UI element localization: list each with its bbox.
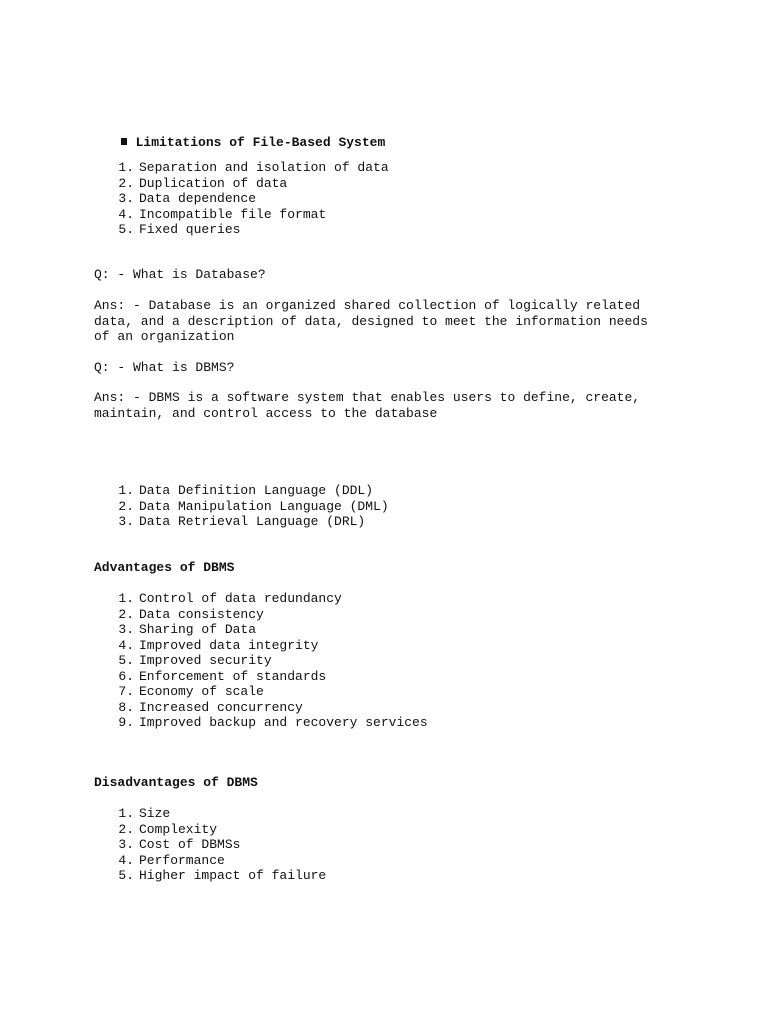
question-text: Q: - What is DBMS? [94, 360, 235, 375]
limitations-heading [105, 120, 386, 150]
section-heading: Disadvantages of DBMS [94, 775, 258, 790]
disadvantages-heading [94, 775, 694, 791]
answer-line: maintain, and control access to the database [94, 405, 438, 421]
answer-line: Ans: - Database is an organized shared collection of logically related [94, 298, 641, 313]
advantages-heading [94, 560, 694, 576]
question-dbms [94, 360, 694, 376]
limitations-heading-text: Limitations of File-Based System [135, 135, 386, 150]
section-heading: Advantages of DBMS [94, 560, 235, 575]
answer-dbms [94, 390, 694, 421]
question-text: Q: - What is Database? [94, 267, 266, 282]
answer-database [94, 298, 694, 345]
answer-line: data, and a description of data, designed to meet the information needs [94, 313, 648, 329]
question-database [94, 267, 694, 283]
answer-line: of an organization [94, 329, 235, 344]
square-bullet-icon [121, 138, 127, 145]
answer-line: Ans: - DBMS is a software system that enables users to define, create, [94, 390, 641, 405]
